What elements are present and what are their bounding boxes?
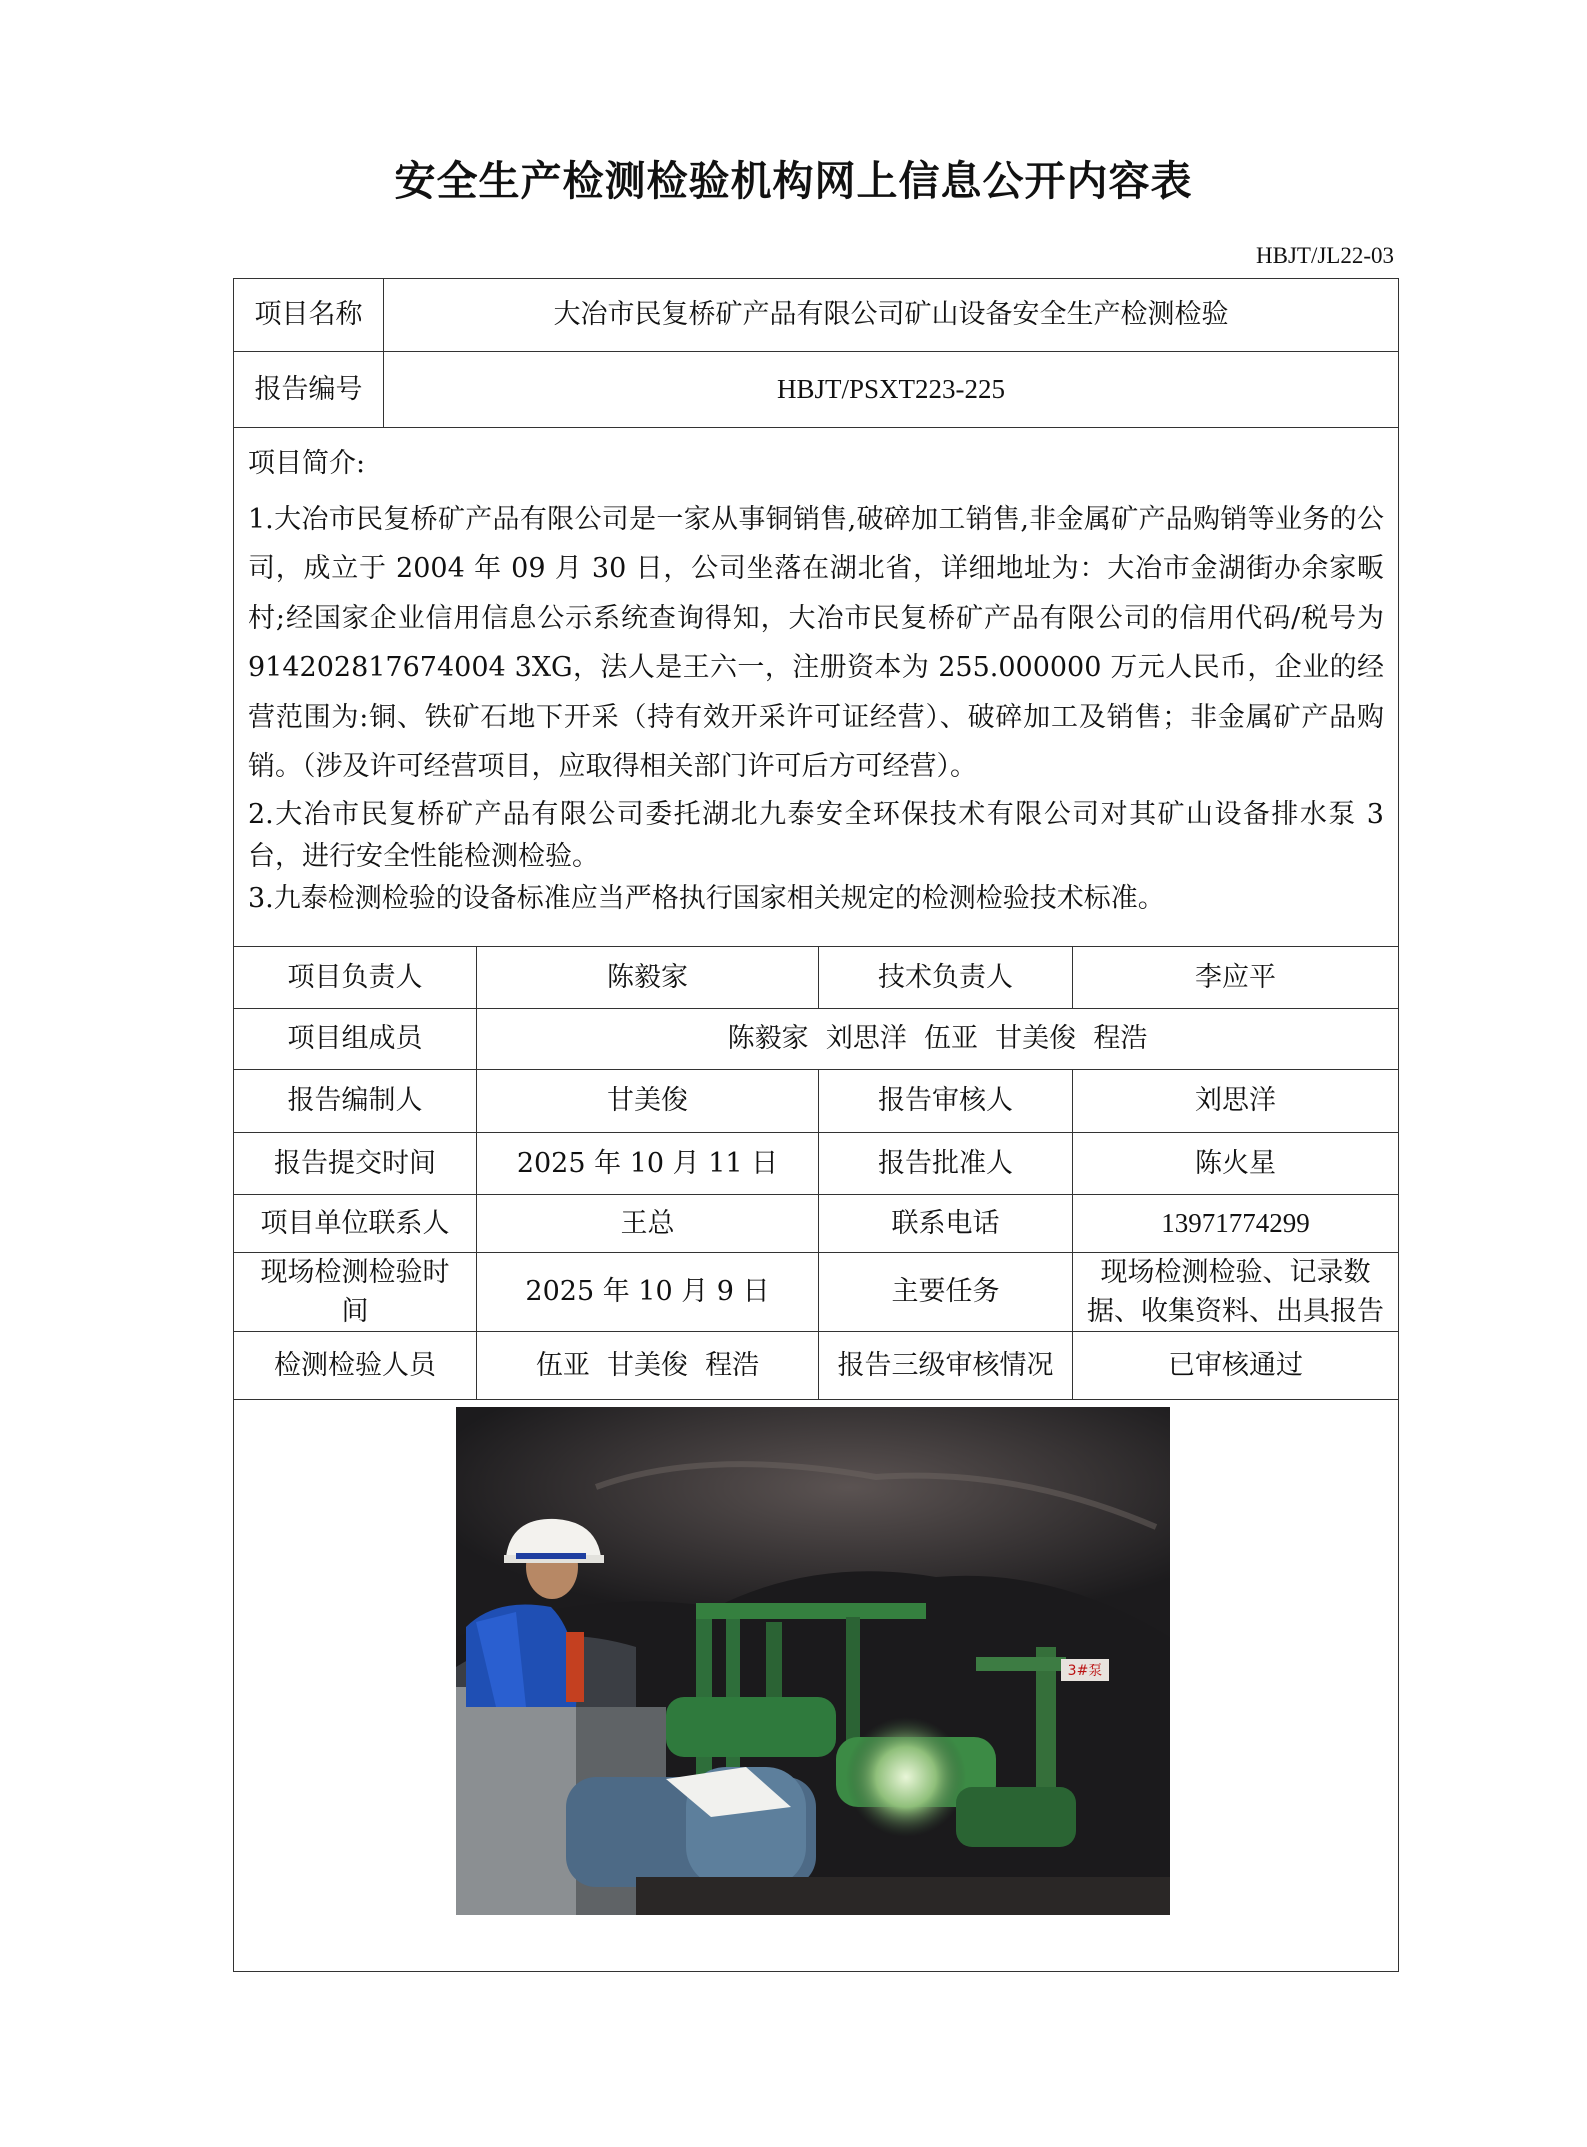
site-photo (456, 1407, 1170, 1915)
pump-tag-label: 3#泵 (1067, 1663, 1103, 1679)
report-number-label: 报告编号 (234, 352, 384, 427)
approver-value: 陈火星 (1195, 1147, 1276, 1179)
review-value: 已审核通过 (1168, 1349, 1303, 1381)
row-project-name (234, 279, 1398, 352)
task-value: 现场检测检验、记录数据、收集资料、出具报告 (1087, 1256, 1384, 1327)
reviewer-label: 报告审核人 (819, 1070, 1073, 1132)
tech-leader-value: 李应平 (1195, 961, 1276, 993)
review-label: 报告三级审核情况 (819, 1332, 1073, 1399)
members-label: 项目组成员 (234, 1009, 477, 1069)
inspect-time-value: 2025 年 10 月 9 日 (477, 1253, 819, 1331)
info-table (233, 278, 1399, 1972)
inspect-time-label: 现场检测检验时间 (234, 1253, 477, 1331)
report-number-value: HBJT/PSXT223-225 (776, 373, 1006, 404)
inspectors-value: 伍亚 甘美俊 程浩 (477, 1332, 819, 1399)
project-leader-value: 陈毅家 (477, 947, 819, 1008)
reviewer-value: 刘思洋 (1195, 1085, 1276, 1117)
members-value: 陈毅家 刘思洋 伍亚 甘美俊 程浩 (727, 1023, 1148, 1055)
intro-paragraph-2: 2.大冶市民复桥矿产品有限公司委托湖北九泰安全环保技术有限公司对其矿山设备排水泵 3 台，进行安全性能检测检验。 (248, 798, 1384, 872)
submit-time-value: 2025 年 10 月 11 日 (477, 1133, 819, 1194)
row-leaders (234, 947, 1398, 1009)
contact-label: 项目单位联系人 (234, 1195, 477, 1252)
row-compiler (234, 1070, 1398, 1133)
page-title: 安全生产检测检验机构网上信息公开内容表 (394, 157, 1193, 205)
task-label: 主要任务 (819, 1253, 1073, 1331)
intro-paragraph-1: 1.大冶市民复桥矿产品有限公司是一家从事铜销售,破碎加工销售,非金属矿产品购销等业务的公司，成立于 2004 年 09 月 30 日，公司坐落在湖北省，详细地址为：大冶市金湖街办余家畈村;经国家企业信用信息公示系统查询得知，大冶市民复桥矿产品有限公司的信用代码/税号为 914202817674004 3XG，法人是王六一，注册资本为 255.000000 万元人民币，企业的经营范围为:铜、铁矿石地下开采（持有效开采许可证经营）、破碎加工及销售；非金属矿产品购销。（涉及许可经营项目，应取得相关部门许可后方可经营）。 (248, 503, 1384, 782)
compiler-label: 报告编制人 (234, 1070, 477, 1132)
row-report-number (234, 352, 1398, 428)
inspectors-label: 检测检验人员 (234, 1332, 477, 1399)
phone-value: 13971774299 (1161, 1207, 1310, 1238)
site-photo-illustration (456, 1407, 1170, 1915)
project-name-label: 项目名称 (234, 279, 384, 351)
intro-heading: 项目简介: (248, 448, 366, 479)
row-submit (234, 1133, 1398, 1195)
intro-paragraph-3: 3.九泰检测检验的设备标准应当严格执行国家相关规定的检测检验技术标准。 (248, 882, 1165, 914)
row-inspectors (234, 1332, 1398, 1400)
row-intro (234, 428, 1398, 947)
project-name-value: 大冶市民复桥矿产品有限公司矿山设备安全生产检测检验 (553, 299, 1229, 331)
contact-value: 王总 (477, 1195, 819, 1252)
tech-leader-label: 技术负责人 (819, 947, 1073, 1008)
phone-label: 联系电话 (819, 1195, 1073, 1252)
compiler-value: 甘美俊 (477, 1070, 819, 1132)
document-code: HBJT/JL22-03 (1256, 243, 1394, 268)
project-intro (248, 440, 1384, 920)
row-inspect-time (234, 1253, 1398, 1332)
approver-label: 报告批准人 (819, 1133, 1073, 1194)
project-leader-label: 项目负责人 (234, 947, 477, 1008)
row-contact (234, 1195, 1398, 1253)
row-members (234, 1009, 1398, 1070)
submit-time-label: 报告提交时间 (234, 1133, 477, 1194)
